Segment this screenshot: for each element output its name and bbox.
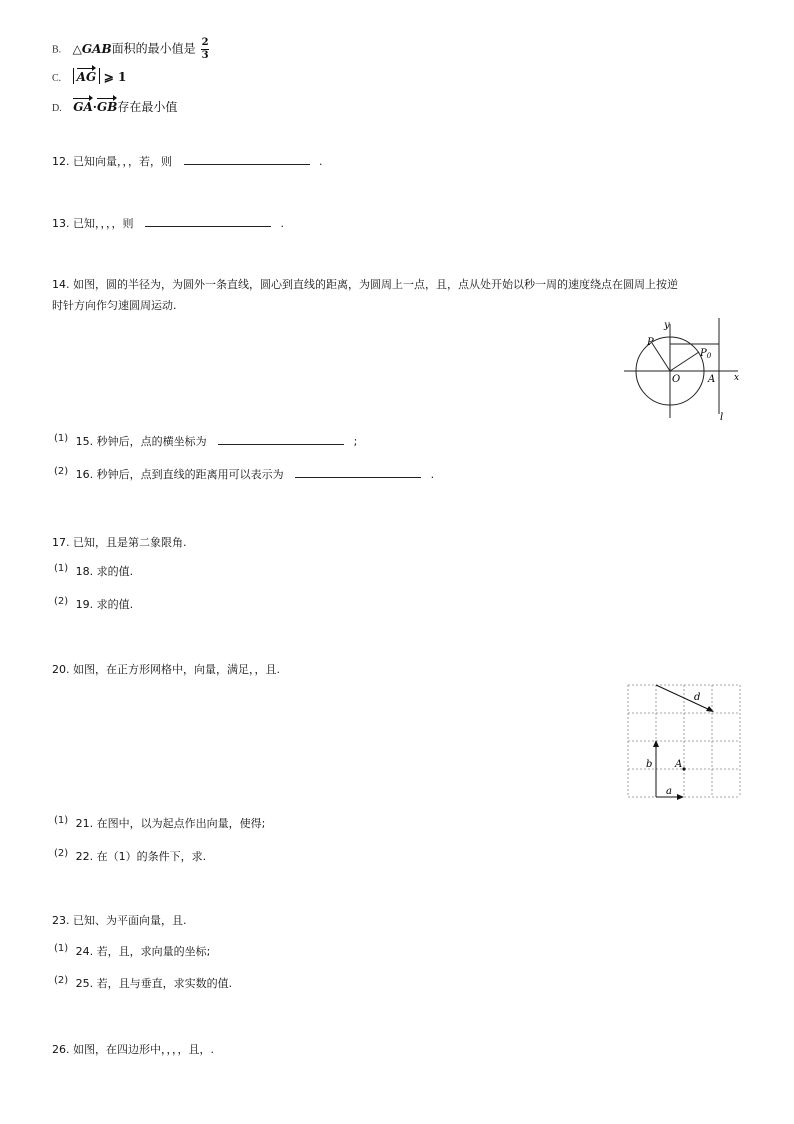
label-x: x <box>734 373 740 383</box>
sub-number: (2) <box>54 848 69 859</box>
subquestion-21 <box>54 815 265 831</box>
option-letter: C. <box>52 73 62 84</box>
sub-number: (1) <box>54 563 69 574</box>
sub-number: (2) <box>54 975 69 986</box>
question-text: 18. 求的值. <box>75 565 134 578</box>
label-a-vector: a <box>666 786 672 797</box>
subquestion-24 <box>54 943 210 959</box>
sub-number: (2) <box>54 466 69 477</box>
subquestion-18 <box>54 563 133 579</box>
label-p: P <box>647 337 654 348</box>
vector-gb: GB <box>96 100 118 114</box>
option-expr: △GAB <box>72 41 112 56</box>
point-a <box>682 767 685 770</box>
radius-op <box>652 343 670 371</box>
answer-blank[interactable] <box>184 154 310 165</box>
option-d <box>52 98 177 115</box>
option-b <box>52 38 209 61</box>
option-text: 面积的最小值是 <box>111 41 196 56</box>
question-text: 19. 求的值. <box>75 598 134 611</box>
label-l: l <box>720 412 724 423</box>
vector-a-arrowhead <box>677 794 684 800</box>
label-o: O <box>672 374 681 385</box>
question-12 <box>52 153 323 169</box>
option-letter: D. <box>52 103 62 114</box>
question-end: . <box>280 217 284 230</box>
radius-op0 <box>670 352 699 371</box>
sub-number: (2) <box>54 596 69 607</box>
question-end: . <box>430 468 435 481</box>
sub-number: (1) <box>54 943 69 954</box>
question-end: . <box>319 155 323 168</box>
question-17: 17. 已知，且是第二象限角. <box>52 536 187 549</box>
vector-ga: GA <box>73 100 93 114</box>
question-text: 15. 秒钟后，点的横坐标为 <box>75 435 207 448</box>
question-text: 25. 若，且与垂直，求实数的值. <box>75 977 233 990</box>
answer-blank[interactable] <box>145 216 271 227</box>
label-d: d <box>694 692 701 703</box>
answer-blank[interactable] <box>218 434 344 445</box>
label-b: b <box>646 759 653 770</box>
question-text: 13. 已知，，，，则 <box>52 217 134 230</box>
grid-figure <box>626 683 742 801</box>
subquestion-22 <box>54 848 206 864</box>
question-20: 20. 如图，在正方形网格中，向量，满足，，且. <box>52 663 280 676</box>
label-a: A <box>708 374 716 385</box>
label-p0: $P_0$ <box>700 348 712 360</box>
question-text: 24. 若，且，求向量的坐标; <box>75 945 211 958</box>
subquestion-15 <box>54 433 357 449</box>
subquestion-19 <box>54 596 133 612</box>
fraction <box>201 38 209 61</box>
question-text: 22. 在（1）的条件下，求. <box>75 850 207 863</box>
option-letter: B. <box>52 44 62 56</box>
circle-figure <box>620 314 750 424</box>
question-end: ; <box>353 435 358 448</box>
vector-d-arrowhead <box>706 706 714 712</box>
vector-d <box>656 685 710 710</box>
label-point-a: A <box>675 759 683 770</box>
option-relation: ⩾ 1 <box>103 70 127 84</box>
magnitude-bars <box>73 68 101 84</box>
fraction-denominator: 3 <box>201 50 209 61</box>
sub-number: (1) <box>54 815 69 826</box>
question-text: 16. 秒钟后，点到直线的距离用可以表示为 <box>75 468 284 481</box>
question-14-line2: 时针方向作匀速圆周运动. <box>52 299 177 312</box>
question-23: 23. 已知、为平面向量，且. <box>52 914 187 927</box>
question-26: 26. 如图，在四边形中，，，，且，. <box>52 1043 214 1056</box>
vector-ag: AG <box>76 70 97 84</box>
subquestion-16 <box>54 466 434 482</box>
fraction-numerator: 2 <box>201 37 209 48</box>
option-text: 存在最小值 <box>117 100 178 114</box>
question-13 <box>52 215 284 231</box>
dot-operator: · <box>92 100 97 114</box>
subquestion-25 <box>54 975 232 991</box>
question-text: 21. 在图中，以为起点作出向量，使得; <box>75 817 266 830</box>
grid-lines <box>628 685 740 797</box>
question-text: 12. 已知向量，，，若，则 <box>52 155 172 168</box>
option-c <box>52 68 126 84</box>
sub-number: (1) <box>54 433 69 444</box>
label-y: y <box>664 320 670 331</box>
answer-blank[interactable] <box>295 467 421 478</box>
question-14-line1: 14. 如图，圆的半径为，为圆外一条直线，圆心到直线的距离，为圆周上一点，且，点从处开始以秒一周的速度绕点在圆周上按逆 <box>52 278 678 291</box>
